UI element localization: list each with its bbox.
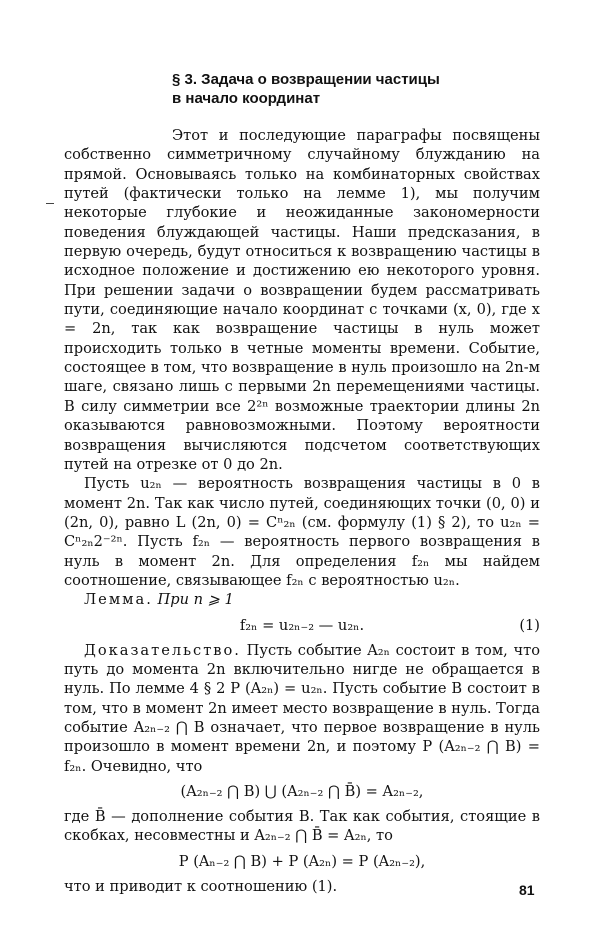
section-heading-line-2: в начало координат <box>172 90 321 107</box>
paragraph-definitions: Пусть u₂ₙ — вероятность возвращения частицы в 0 в момент 2n. Так как число путей, соединяющих точки (0, 0) и (2n, 0), равно L (2n, 0) = Cⁿ₂ₙ (см. формулу (1) § 2), то u₂ₙ = Cⁿ₂ₙ2⁻²ⁿ. Пусть f₂ₙ — вероятность первого возвращения в нуль в момент 2n. Для определения f₂ₙ мы найдем соотношение, связывающее f₂ₙ с вероятностью u₂ₙ. <box>64 475 540 589</box>
page-number: 81 <box>519 882 535 898</box>
lemma-text: При n ⩾ 1 <box>157 591 234 609</box>
margin-mark <box>46 203 54 204</box>
formula-1-body: f₂ₙ = u₂ₙ₋₂ — u₂ₙ. <box>239 616 365 634</box>
formula-2-body: (A₂ₙ₋₂ ⋂ B) ⋃ (A₂ₙ₋₂ ⋂ B̄) = A₂ₙ₋₂, <box>180 783 424 800</box>
paragraph-conclusion: что и приводит к соотношению (1). <box>64 877 338 895</box>
formula-2 <box>64 782 540 801</box>
paragraph-intro: Этот и последующие параграфы посвящены собственно симметричному случайному блужданию на прямой. Основываясь только на комбинаторных свойствах путей (фактически только на лемме 1), мы получим некоторые глубокие и неожиданные закономерности поведения блуждающей частицы. Наши предсказания, в первую очередь, будут относиться к возвращению частицы в исходное положение и достижению ею некоторого уровня. При решении задачи о возвращении будем рассматривать пути, соединяющие начало координат с точками (x, 0), где x = 2n, так как возвращение частицы в нуль может происходить только в четные моменты времени. Событие, состоящее в том, что возвращение в нуль произошло на 2n-м шаге, связано лишь с первыми 2n перемещениями частицы. В силу симметрии все 2²ⁿ возможные траектории длины 2n оказываются равновозможными. Поэтому вероятности возвращения вычисляются подсчетом соответствующих путей на отрезке от 0 до 2n. <box>64 127 540 473</box>
proof-label: Доказательство. <box>84 641 241 659</box>
section-heading-line-1: § 3. Задача о возвращении частицы <box>172 71 440 88</box>
formula-1 <box>64 616 540 635</box>
equation-number: (1) <box>519 616 540 634</box>
proof-text: Пусть событие A₂ₙ состоит в том, что путь до момента 2n включительно нигде не обращается в нуль. По лемме 4 § 2 P (A₂ₙ) = u₂ₙ. Пусть событие B состоит в том, что в момент 2n имеет место возвращение в нуль. Тогда событие A₂ₙ₋₂ ⋂ B означает, что первое возвращение в нуль произошло в момент времени 2n, и поэтому P (A₂ₙ₋₂ ⋂ B) = f₂ₙ. Очевидно, что <box>64 641 540 775</box>
paragraph-complement: где B̄ — дополнение события B. Так как события, стоящие в скобках, несовместны и A₂ₙ₋₂ ⋂ B̄ = A₂ₙ, то <box>64 808 540 845</box>
proof-paragraph <box>64 641 540 776</box>
formula-3 <box>64 852 540 871</box>
section-heading <box>172 70 540 108</box>
formula-3-body: P (Aₙ₋₂ ⋂ B) + P (A₂ₙ) = P (A₂ₙ₋₂), <box>178 852 426 870</box>
lemma-statement <box>64 590 540 609</box>
page-body <box>64 70 540 896</box>
lemma-label: Лемма. <box>84 591 153 609</box>
